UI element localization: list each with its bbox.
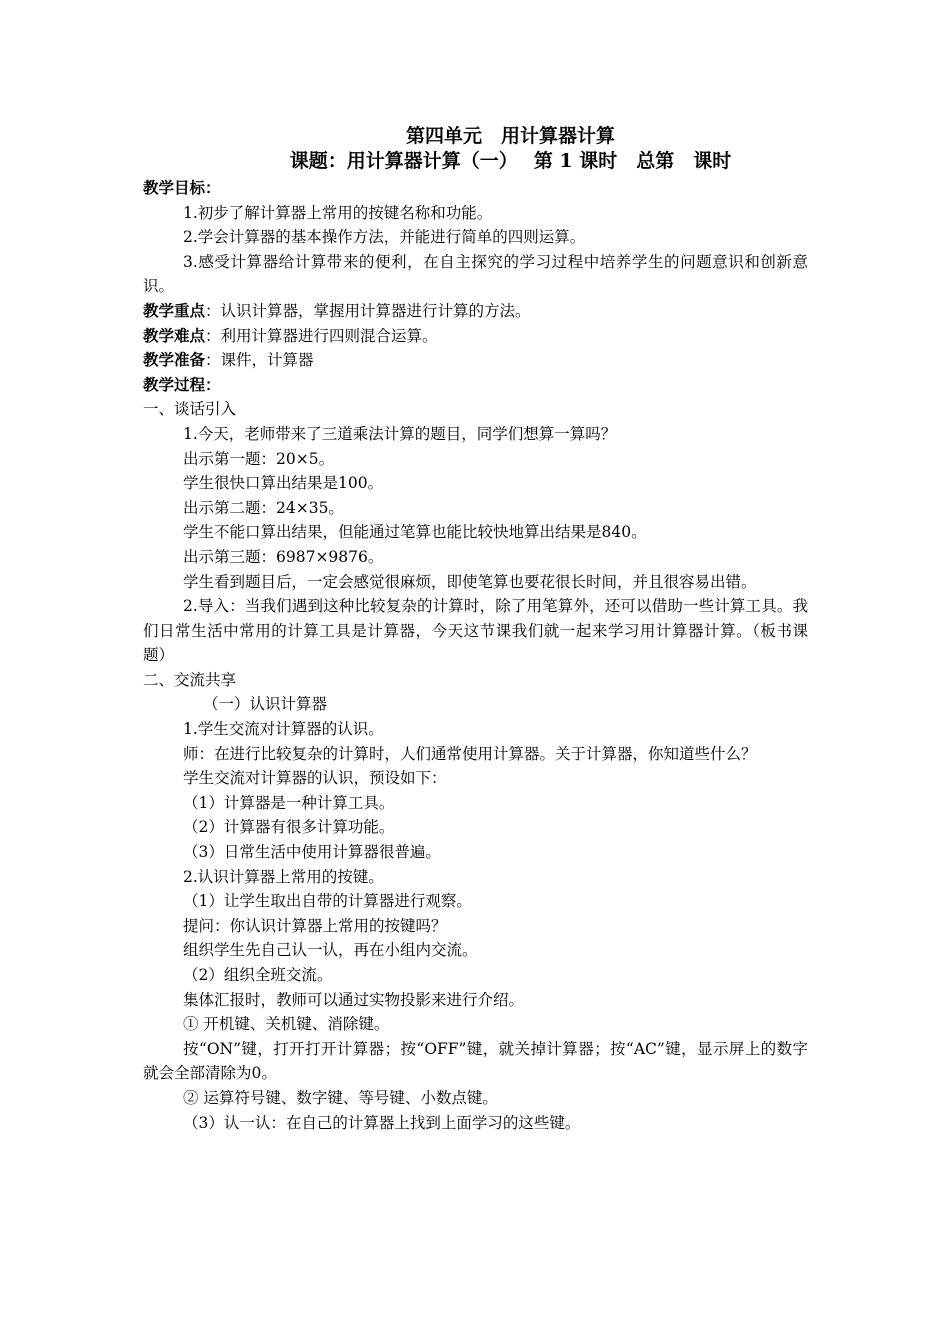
paragraph: 学生看到题目后，一定会感觉很麻烦，即使笔算也要花很长时间，并且很容易出错。 (183, 572, 757, 591)
paragraph: （2）组织全班交流。 (183, 966, 333, 984)
unit-title: 第四单元 用计算器计算 (405, 125, 615, 147)
paragraph: 学生很快口算出结果是100。 (183, 474, 384, 493)
section-heading: 一、谈话引入 (143, 400, 237, 419)
paragraph: 集体汇报时，教师可以通过实物投影来进行介绍。 (183, 990, 525, 1009)
difficult-point-text: ：利用计算器进行四则混合运算。 (205, 326, 438, 345)
lesson-subtitle: 课题：用计算器计算（一） 第 1 课时 总第 课时 (289, 150, 732, 172)
key-point-text: ：认识计算器，掌握用计算器进行计算的方法。 (205, 301, 531, 320)
difficult-point-label: 教学难点 (143, 325, 206, 345)
paragraph: 按“ON”键，打开打开计算器；按“OFF”键，就关掉计算器；按“AC”键，显示屏上的数字就会全部清除为0。 (143, 1039, 808, 1083)
paragraph: 学生不能口算出结果，但能通过笔算也能比较快地算出结果是840。 (183, 523, 647, 542)
goal-item: 2.学会计算器的基本操作方法，并能进行简单的四则运算。 (183, 228, 586, 247)
paragraph: 1.今天，老师带来了三道乘法计算的题目，同学们想算一算吗？ (183, 424, 617, 443)
section-heading: 二、交流共享 (143, 670, 237, 689)
paragraph: （3）日常生活中使用计算器很普遍。 (183, 843, 441, 862)
paragraph: 师：在进行比较复杂的计算时，人们通常使用计算器。关于计算器，你知道些什么？ (183, 744, 757, 763)
paragraph: 学生交流对计算器的认识，预设如下： (183, 769, 447, 788)
paragraph: 2.导入：当我们遇到这种比较复杂的计算时，除了用笔算外，还可以借助一些计算工具。我们日常生活中常用的计算工具是计算器，今天这节课我们就一起来学习用计算器计算。（板书课题） (143, 597, 808, 665)
key-point (143, 299, 808, 324)
preparation-text: ：课件，计算器 (205, 351, 314, 370)
paragraph: （1）让学生取出自带的计算器进行观察。 (183, 892, 472, 911)
goal-item: 1.初步了解计算器上常用的按键名称和功能。 (183, 203, 493, 222)
paragraph: 2.认识计算器上常用的按键。 (183, 867, 384, 886)
paragraph: ① 开机键、关机键、消除键。 (183, 1015, 390, 1034)
paragraph: （2）计算器有很多计算功能。 (183, 818, 395, 837)
lesson-plan (143, 124, 808, 1135)
key-point-label: 教学重点 (143, 300, 206, 320)
process-heading: 教学过程： (143, 374, 221, 394)
goals-heading: 教学目标： (143, 178, 221, 197)
paragraph: （1）计算器是一种计算工具。 (183, 793, 395, 812)
paragraph: 组织学生先自己认一认，再在小组内交流。 (183, 941, 478, 960)
goal-item: 3.感受计算器给计算带来的便利，在自主探究的学习过程中培养学生的问题意识和创新意识。 (143, 252, 808, 296)
paragraph: 1.学生交流对计算器的认识。 (183, 720, 384, 739)
paragraph: 出示第一题：20×5。 (183, 449, 335, 468)
paragraph: ② 运算符号键、数字键、等号键、小数点键。 (183, 1088, 498, 1107)
subsection-heading: （一）认识计算器 (203, 695, 328, 714)
paragraph: （3）认一认：在自己的计算器上找到上面学习的这些键。 (183, 1113, 581, 1132)
paragraph: 提问：你认识计算器上常用的按键吗？ (183, 916, 447, 935)
difficult-point (143, 324, 808, 349)
preparation-label: 教学准备 (143, 350, 206, 370)
paragraph: 出示第三题：6987×9876。 (183, 547, 384, 566)
preparation (143, 348, 808, 373)
paragraph: 出示第二题：24×35。 (183, 498, 344, 517)
